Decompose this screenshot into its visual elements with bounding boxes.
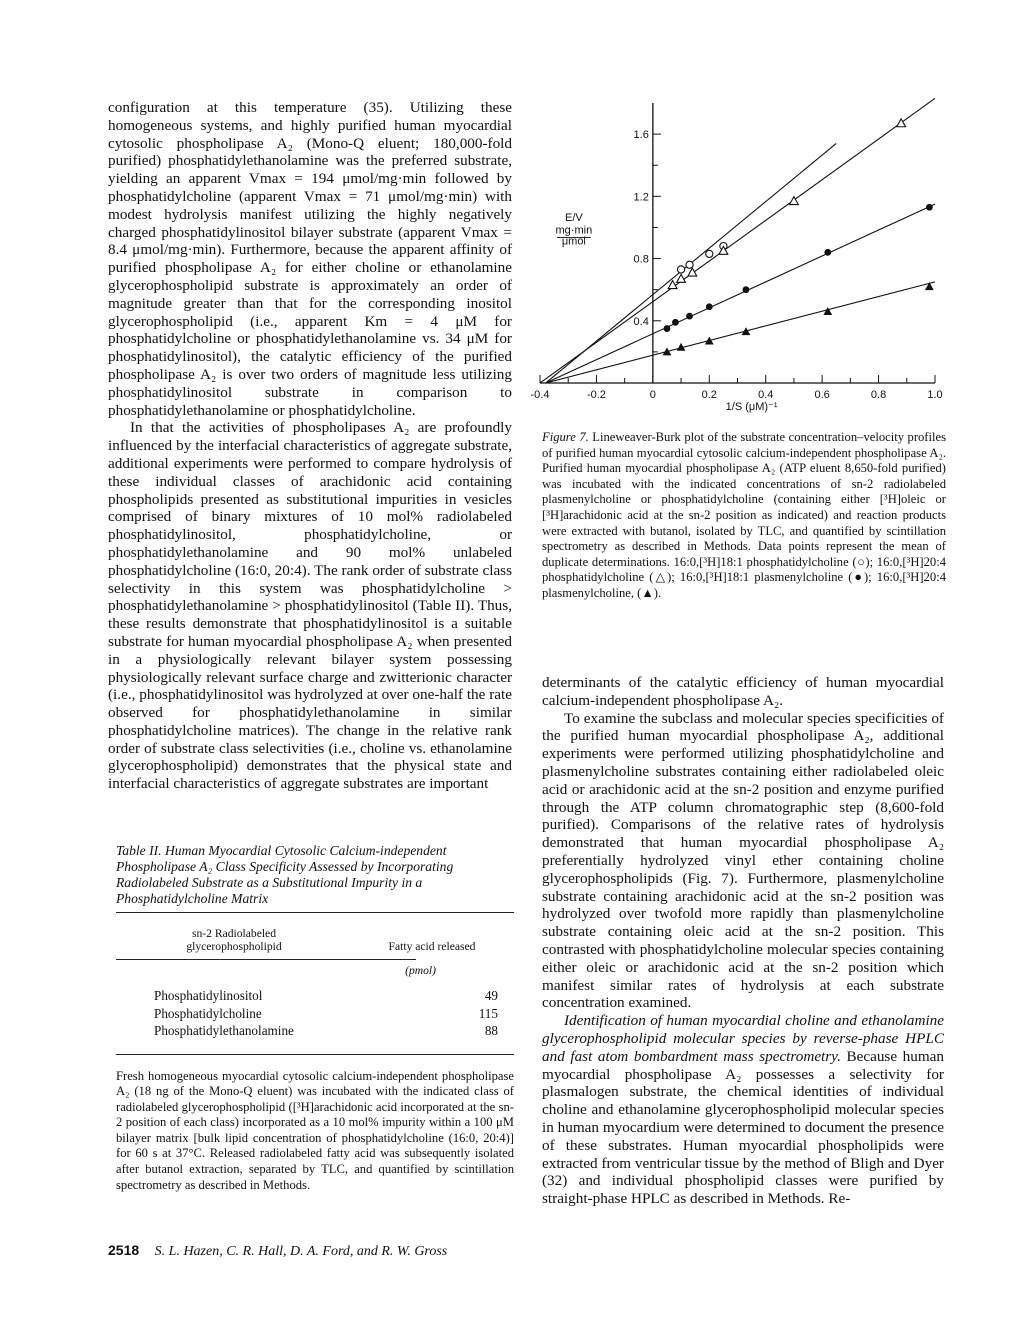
- section-heading: Identification of human myocardial choline and ethanolamine glycerophospholipid molecular species by reverse-phase HPLC and fast atom bombardment mass spectrometry.: [542, 1012, 944, 1065]
- x-tick-label: 0.6: [814, 389, 830, 401]
- paragraph-text: Because human myocardial phospholipase A₂ possesses a selectivity for plasmalogen substrate, the chemical identities of individual choline and ethanolamine glycerophospholipid molecular species in human myocardium were determined to document the presence of these substrates. Human myocardial phospholipids were extracted from ventricular tissue by the method of Bligh and Dyer (32) and individual phospholipid classes were purified by straight-phase HPLC as described in Methods. Re-: [542, 1047, 944, 1208]
- table-row: [116, 987, 514, 1005]
- cell-name: Phosphatidylcholine: [154, 1005, 262, 1021]
- x-tick-label: -0.2: [586, 389, 606, 401]
- paragraph: In that the activities of phospholipases A₂ are profoundly influenced by the interfacial characteristics of aggregate substrate, additional experiments were performed to compare hydrolysis of these individual classes of arachidonic acid containing phospholipids presented as substitutional impurities in vesicles comprised of binary mixtures of 10 mol% radiolabeled phosphatidylinositol, phosphatidylcholine, or phosphatidylethanolamine and 90 mol% unlabeled phosphatidylcholine (16:0, 20:4). The rank order of substrate class selectivity in this system was phosphatidylcholine > phosphatidylethanolamine > phosphatidylinositol (Table II). Thus, these results demonstrate that phosphatidylinositol is a suitable substrate for human myocardial phospholipase A₂ when presented in a physiologically relevant bilayer system possessing physiologically relevant surface charge and zwitterionic character (i.e., phosphatidylinositol was hydrolyzed at over one-half the rate observed for phosphatidylethanolamine in similar phosphatidylcholine matrices). The change in the relative rank order of substrate class selectivities (i.e., choline vs. ethanolamine glycerophospholipid) demonstrates that the physical state and interfacial characteristics of aggregate substrates are important: [108, 419, 512, 793]
- table-row: [116, 1005, 514, 1023]
- x-tick-label: -0.4: [530, 389, 550, 401]
- data-point-open-circle: [706, 250, 713, 257]
- header-line: sn-2 Radiolabeled: [191, 927, 277, 940]
- paragraph: configuration at this temperature (35). Utilizing these homogeneous systems, and highly purified human myocardial cytosolic phospholipase A₂ (Mono-Q eluent; 180,000-fold purified) phosphatidylethanolamine was the preferred substrate, yielding an apparent Vmax = 194 μmol/mg·min followed by phosphatidylcholine (apparent Vmax = 71 μmol/mg·min) with modest hydrolysis manifest utilizing the highly negatively charged phosphatidylinositol bilayer substrate (apparent Vmax = 8.4 μmol/mg·min). Furthermore, because the apparent affinity of purified phospholipase A₂ for either choline or ethanolamine glycerophospholipid substrate is approximately an order of magnitude greater than that for the corresponding inositol glycerophospholipid (i.e., apparent Km = 4 μM for phosphatidylcholine or phosphatidylethanolamine vs. 34 μM for phosphatidylinositol), the catalytic efficiency of the purified phospholipase A₂ is over two orders of magnitude less utilizing phosphatidylinositol substrate in comparison to phosphatidylethanolamine or phosphatidylcholine.: [108, 99, 512, 419]
- x-tick-label: 0.8: [870, 389, 887, 401]
- cell-value: 88: [484, 1023, 498, 1038]
- data-point-open-circle: [686, 261, 693, 268]
- data-point-filled-circle: [743, 286, 750, 293]
- x-tick-label: 1.0: [927, 389, 943, 401]
- y-axis-label-denominator: μmol: [561, 235, 586, 248]
- data-point-filled-triangle: [663, 347, 672, 355]
- table-title: Table II. Human Myocardial Cytosolic Calcium-independent Phospholipase A₂ Class Specificity Assessed by Incorporating Radiolabeled Substrate as a Substitutional Impurity in a Phosphatidylcholine Matrix: [116, 843, 454, 906]
- y-axis-label: E/V: [564, 212, 583, 225]
- figure-label: Figure 7.: [542, 430, 589, 444]
- y-tick-label: 0.8: [633, 253, 649, 266]
- y-tick-label: 1.2: [633, 191, 649, 204]
- y-axis-label-numerator: mg·min: [555, 224, 593, 237]
- y-tick-label: 1.6: [633, 129, 649, 142]
- header-line: glycerophospholipid: [186, 940, 282, 953]
- series-line: [546, 282, 935, 383]
- cell-name: Phosphatidylethanolamine: [154, 1023, 294, 1038]
- data-point-filled-circle: [706, 303, 713, 310]
- paragraph: To examine the subclass and molecular species specificities of the purified human myocardial phospholipase A₂, additional experiments were performed utilizing phosphatidylcholine and plasmenylcholine substrates containing either radiolabeled oleic acid or arachidonic acid at the sn-2 position and enzyme purified through the ATP column chromatographic step (8,600-fold purified). Comparisons of the relative rates of hydrolysis demonstrated that human myocardial phospholipase A₂ preferentially hydrolyzed vinyl ether containing choline glycerophospholipids (Fig. 7). Furthermore, plasmenylcholine substrate containing arachidonic acid at the sn-2 position was hydrolyzed over twofold more rapidly than plasmenylcholine substrate containing oleic acid at the sn-2 position. This contrasted with phosphatidylcholine molecular species containing either oleic or arachidonic acid at the sn-2 position which manifest similar rates of hydrolysis at each substrate concentration examined.: [542, 709, 944, 1012]
- table-footnote: Fresh homogeneous myocardial cytosolic calcium-independent phospholipase A₂ (18 ng of the Mono-Q eluent) was incubated with the indicated class of radiolabeled glycerophospholipid ([³H]arachidonic acid incorporated at the sn-2 position of each class) incorporated as a 10 mol% impurity within a 100 μM bilayer matrix [bulk lipid concentration of phosphatidylcholine (16:0, 20:4)] for 60 s at 37°C. Released radiolabeled fatty acid was subsequently isolated after butanol extraction, separated by TLC, and quantified by scintillation spectrometry as described in Methods.: [116, 1068, 514, 1192]
- data-point-open-triangle: [677, 274, 686, 282]
- table: [116, 912, 514, 1193]
- series-line: [540, 98, 935, 383]
- data-point-filled-triangle: [705, 337, 714, 345]
- series-line: [546, 204, 935, 383]
- x-axis-label: 1/S (μM)⁻¹: [725, 401, 778, 413]
- figure-caption: [542, 430, 946, 602]
- data-point-filled-circle: [672, 319, 679, 326]
- running-authors: S. L. Hazen, C. R. Hall, D. A. Ford, and R. W. Gross: [154, 1244, 448, 1259]
- lineweaver-burk-chart: [530, 95, 950, 425]
- figure-caption-text: Lineweaver-Burk plot of the substrate concentration–velocity profiles of purified human myocardial cytosolic calcium-independent phospholipase A₂. Purified human myocardial phospholipase A₂ (ATP eluent 8,650-fold purified) was incubated with the indicated concentrations of sn-2 radiolabeled plasmenylcholine or phosphatidylcholine (containing either [³H]oleic or [³H]arachidonic acid at the sn-2 position as indicated) and reaction products were extracted with butanol, isolated by TLC, and quantified by scintillation spectrometry as described in Methods. Data points represent the mean of duplicate determinations. 16:0,[³H]18:1 phosphatidylcholine (○); 16:0,[³H]20:4 phosphatidylcholine (△); 16:0,[³H]18:1 plasmenylcholine (●); 16:0,[³H]20:4 plasmenylcholine, (▲).: [542, 430, 946, 600]
- x-tick-label: 0.2: [701, 389, 717, 401]
- paragraph: determinants of the catalytic efficiency of human myocardial calcium-independent phospholipase A₂.: [542, 674, 944, 709]
- x-tick-label: 0.4: [758, 389, 774, 401]
- data-point-filled-circle: [664, 325, 671, 332]
- y-tick-label: 0.4: [633, 315, 649, 328]
- right-column: [542, 674, 944, 1208]
- data-point-filled-circle: [824, 249, 831, 256]
- data-point-filled-circle: [926, 204, 933, 211]
- page-footer: [108, 1242, 447, 1260]
- data-point-filled-triangle: [925, 282, 934, 290]
- cell-name: Phosphatidylinositol: [154, 988, 263, 1003]
- cell-value: 49: [484, 988, 498, 1003]
- data-point-open-triangle: [688, 268, 697, 276]
- data-point-filled-circle: [686, 313, 693, 320]
- column-header-fatty-acid: Fatty acid released: [388, 940, 476, 953]
- left-column: [108, 99, 512, 793]
- x-tick-label: 0: [649, 389, 656, 401]
- units-label: (pmol): [405, 964, 436, 977]
- data-point-open-circle: [677, 266, 684, 273]
- table-header: [116, 913, 514, 959]
- cell-value: 115: [478, 1005, 498, 1021]
- page-number: 2518: [108, 1242, 140, 1258]
- column-header-substrate: [116, 927, 352, 953]
- table-row: [116, 1022, 514, 1040]
- paragraph: [542, 1012, 944, 1208]
